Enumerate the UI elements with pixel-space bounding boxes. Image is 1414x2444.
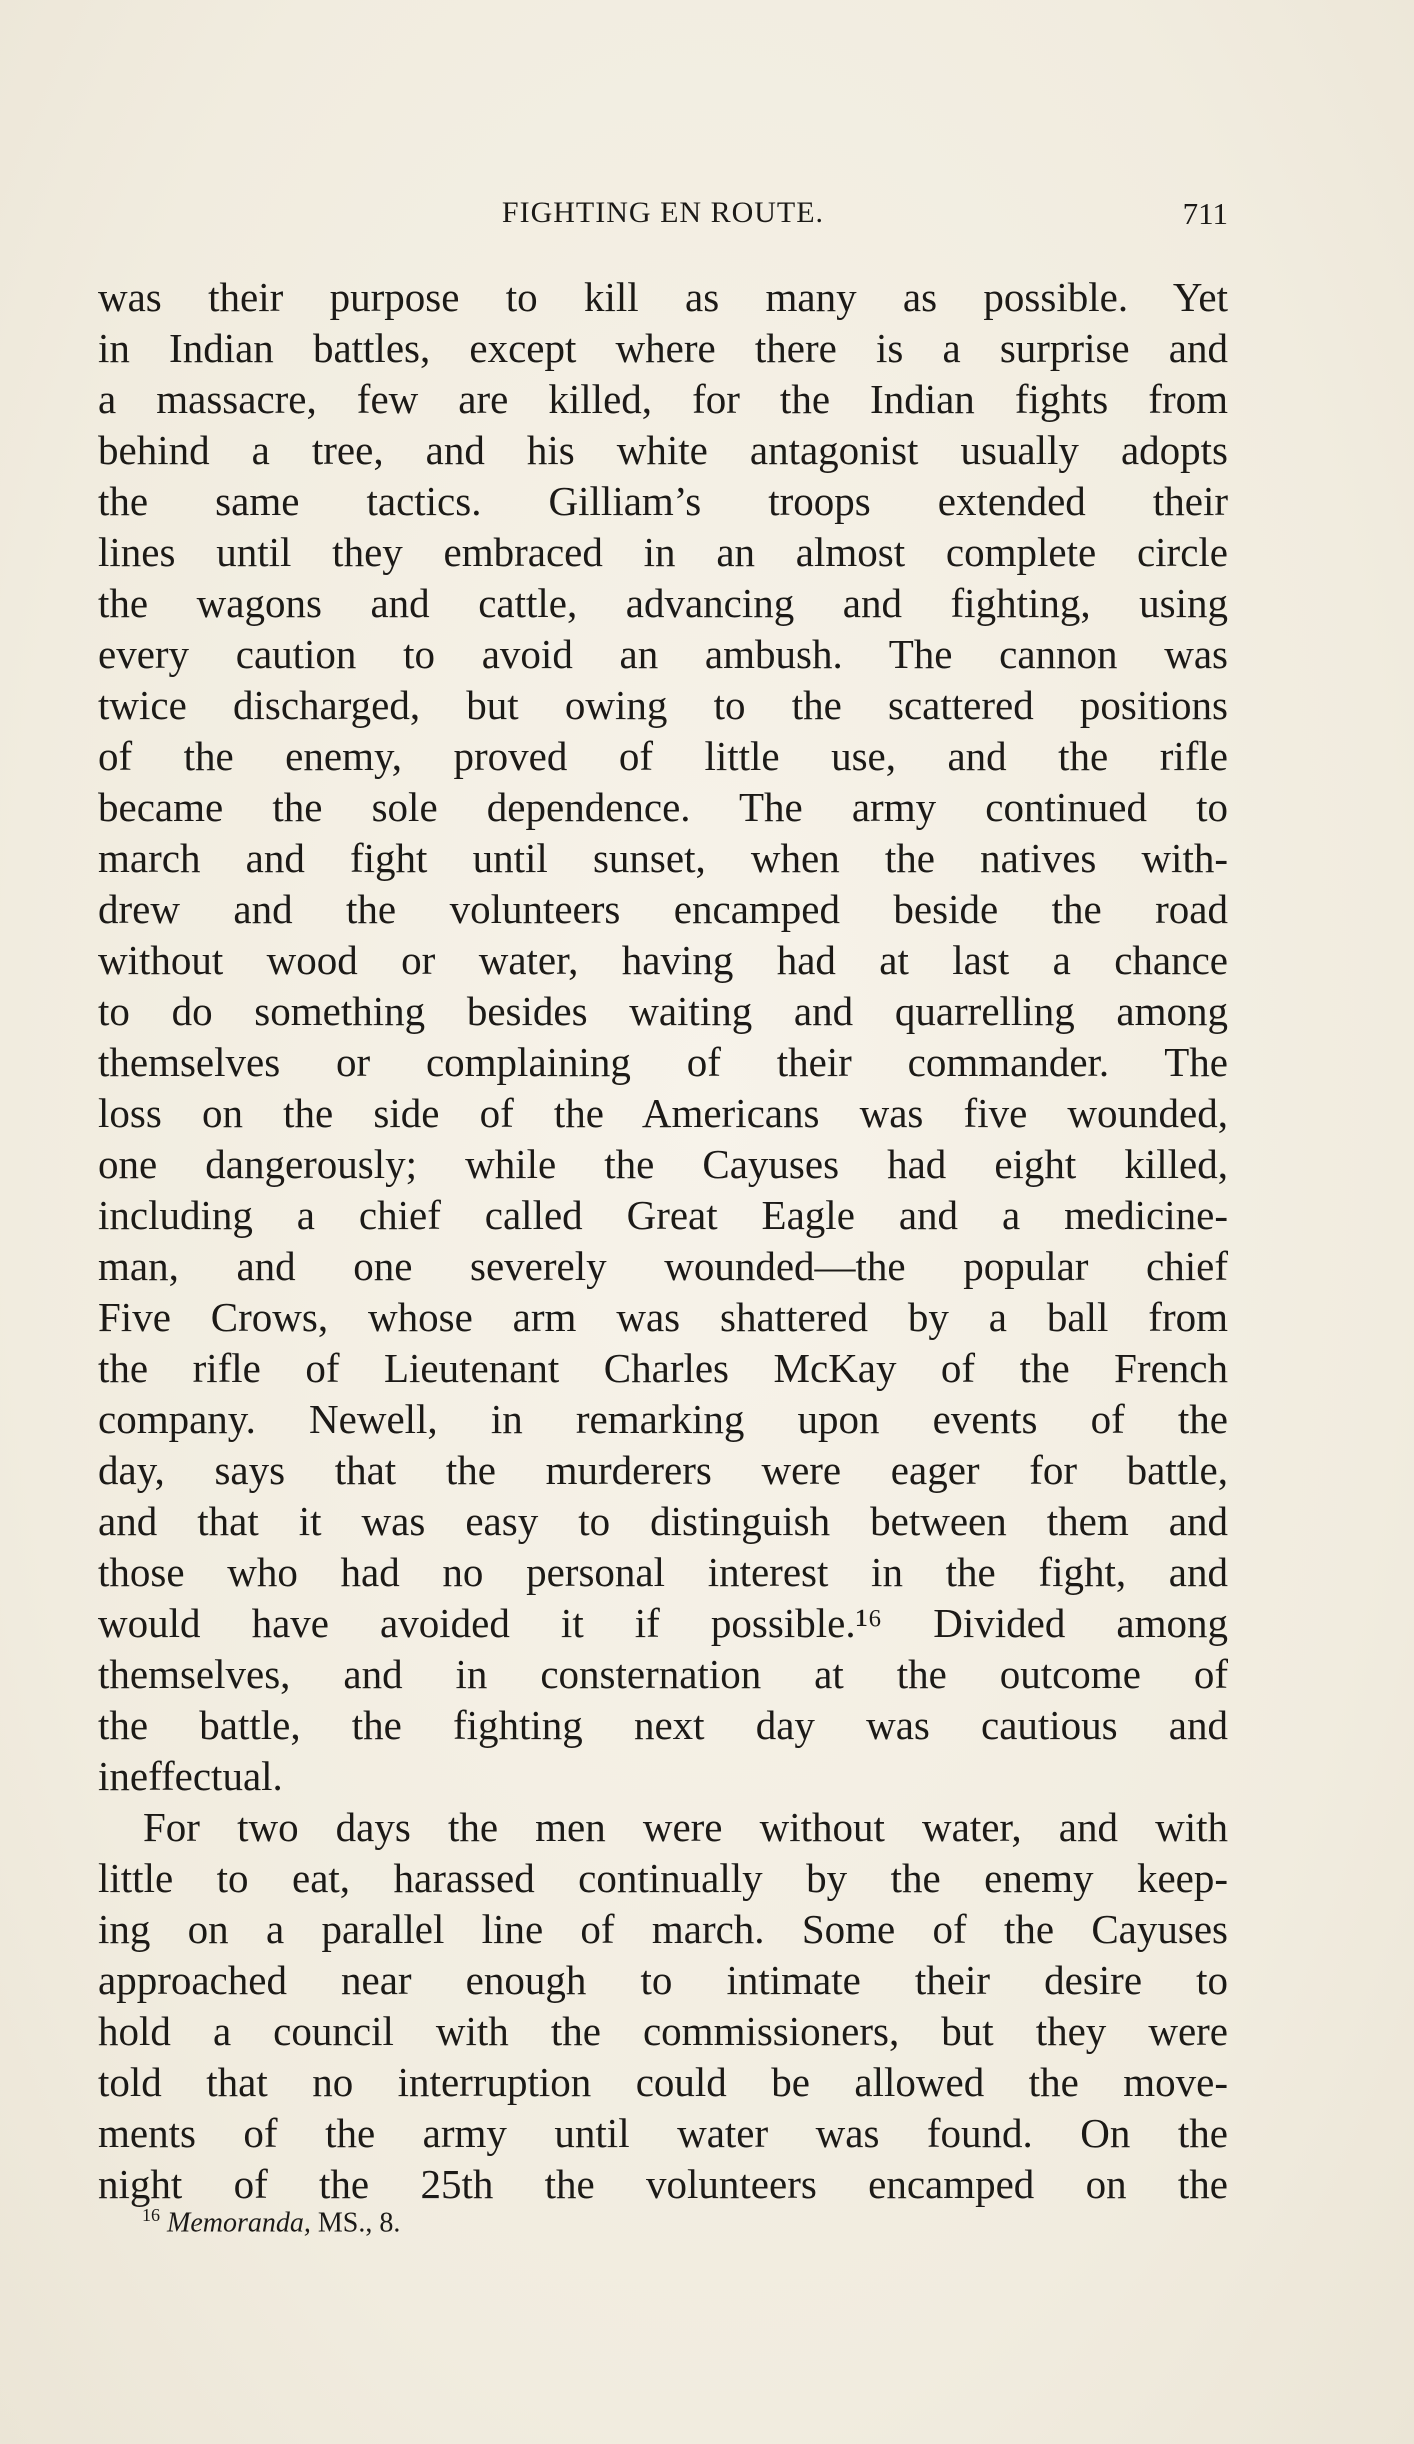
text-line: lines until they embraced in an almost complete circle [98, 529, 1228, 575]
text-line: those who had no personal interest in the fight, and [98, 1549, 1228, 1595]
footnote [142, 2205, 400, 2239]
body-text [98, 272, 1228, 2210]
text-line: one dangerously; while the Cayuses had eight killed, [98, 1141, 1228, 1187]
text-line: Five Crows, whose arm was shattered by a ball from [98, 1294, 1228, 1340]
text-line: every caution to avoid an ambush. The cannon was [98, 631, 1228, 677]
page-number: 711 [1182, 196, 1228, 231]
text-line: to do something besides waiting and quarrelling among [98, 988, 1228, 1034]
text-line: company. Newell, in remarking upon events of the [98, 1396, 1228, 1442]
footnote-number: 16 [142, 2205, 160, 2225]
text-line: day, says that the murderers were eager for battle, [98, 1447, 1228, 1493]
text-line: man, and one severely wounded—the popular chief [98, 1243, 1228, 1289]
text-line: ments of the army until water was found. On the [98, 2110, 1228, 2156]
text-line: loss on the side of the Americans was five wounded, [98, 1090, 1228, 1136]
text-line: became the sole dependence. The army continued to [98, 784, 1228, 830]
footnote-reference: MS., 8. [310, 2207, 401, 2239]
text-line: drew and the volunteers encamped beside the road [98, 886, 1228, 932]
running-head [98, 190, 1228, 240]
text-line: approached near enough to intimate their desire to [98, 1957, 1228, 2003]
text-line: the same tactics. Gilliam’s troops extended their [98, 478, 1228, 524]
text-line: including a chief called Great Eagle and a medicine- [98, 1192, 1228, 1238]
text-line: of the enemy, proved of little use, and the rifle [98, 733, 1228, 779]
text-line: behind a tree, and his white antagonist usually adopts [98, 427, 1228, 473]
text-line: little to eat, harassed continually by the enemy keep- [98, 1855, 1228, 1901]
text-line: For two days the men were without water, and with [143, 1804, 1228, 1850]
text-line: ing on a parallel line of march. Some of the Cayuses [98, 1906, 1228, 1952]
text-line: ineffectual. [98, 1753, 283, 1799]
text-line: was their purpose to kill as many as possible. Yet [98, 274, 1228, 320]
text-line: night of the 25th the volunteers encamped on the [98, 2161, 1228, 2207]
text-line: twice discharged, but owing to the scattered positions [98, 682, 1228, 728]
footnote-title: Memoranda, [167, 2207, 311, 2239]
text-line: without wood or water, having had at last a chance [98, 937, 1228, 983]
text-line: told that no interruption could be allowed the move- [98, 2059, 1228, 2105]
running-title: FIGHTING EN ROUTE. [501, 196, 825, 229]
text-line: the rifle of Lieutenant Charles McKay of the French [98, 1345, 1228, 1391]
text-line: in Indian battles, except where there is a surprise and [98, 325, 1228, 371]
text-line: and that it was easy to distinguish between them and [98, 1498, 1228, 1544]
text-line: themselves or complaining of their commander. The [98, 1039, 1228, 1085]
text-line: march and fight until sunset, when the natives with- [98, 835, 1228, 881]
text-line: themselves, and in consternation at the outcome of [98, 1651, 1228, 1697]
text-line: the wagons and cattle, advancing and fighting, using [98, 580, 1228, 626]
text-line: the battle, the fighting next day was cautious and [98, 1702, 1228, 1748]
text-line: hold a council with the commissioners, but they were [98, 2008, 1228, 2054]
text-line: a massacre, few are killed, for the Indian fights from [98, 376, 1228, 422]
text-line: would have avoided it if possible.¹⁶ Divided among [98, 1600, 1228, 1646]
